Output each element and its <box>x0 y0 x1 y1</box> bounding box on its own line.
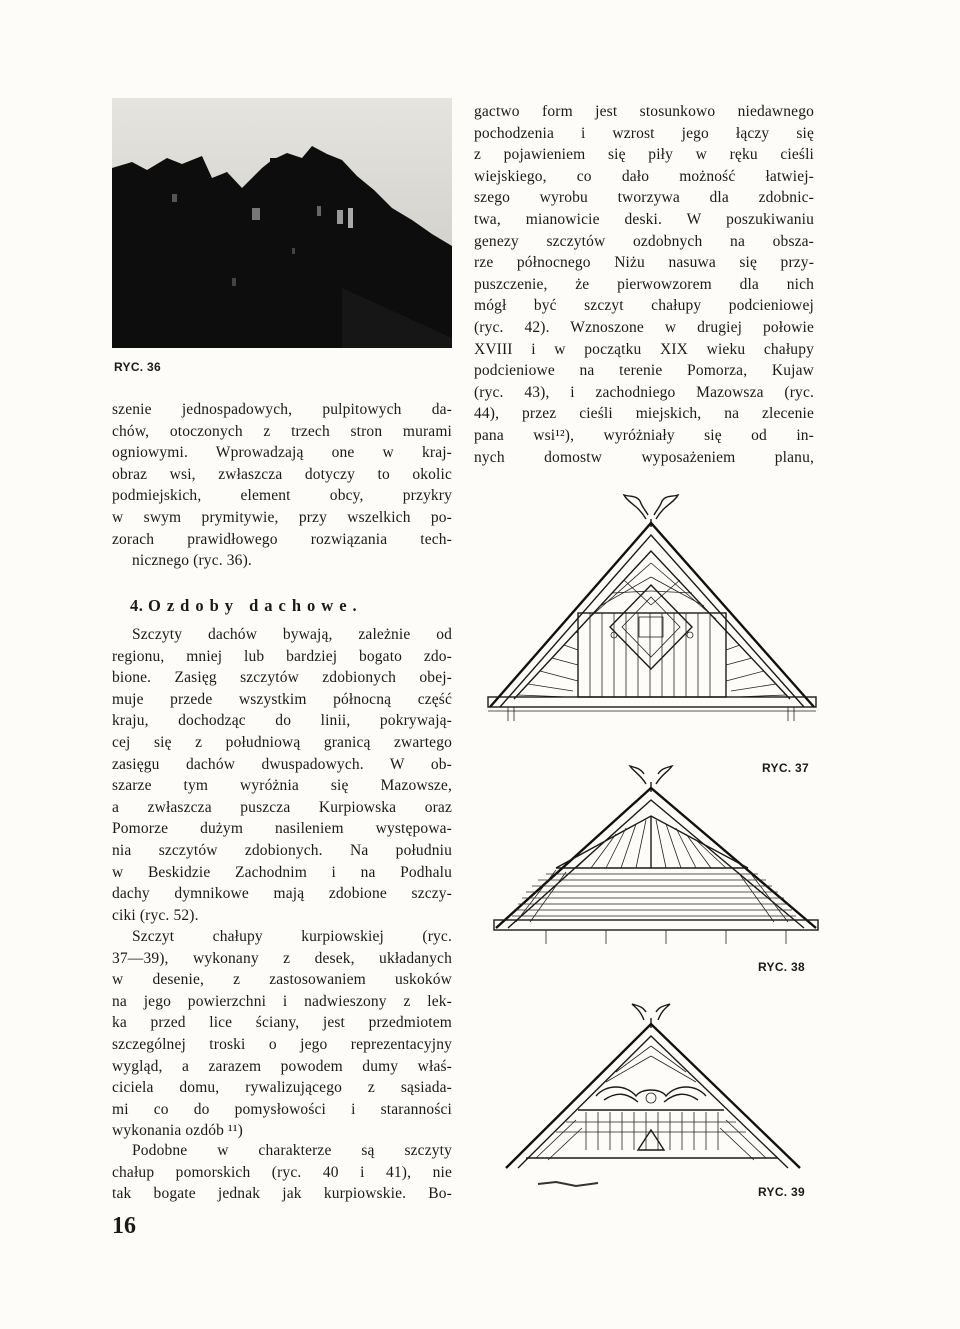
text-line: kraju, dochodząc do linii, pokrywają- <box>112 712 452 730</box>
text-line: (ryc. 43), i zachodniego Mazowsza (ryc. <box>474 383 814 401</box>
text-line: puszczenie, że pierwowzorem dla nich <box>474 275 814 293</box>
text-line: chałup pomorskich (ryc. 40 i 41), nie <box>112 1163 452 1181</box>
gable-drawing-37 <box>478 485 826 755</box>
caption-ryc37: RYC. 37 <box>762 761 810 775</box>
left-top-paragraph <box>112 399 452 572</box>
text-line: nicznego (ryc. 36). <box>132 552 252 570</box>
text-line: szczególnej troski o jego reprezentacyjny <box>112 1035 452 1053</box>
text-line: tak bogate jednak jak kurpiowskie. Bo- <box>112 1185 452 1203</box>
text-line: a zwłaszcza puszcza Kurpiowska oraz <box>112 798 452 816</box>
text-line: z pojawieniem się piły w ręku cieśli <box>474 146 814 164</box>
right-top-paragraph <box>474 101 814 468</box>
gable-drawing-38 <box>486 760 826 960</box>
section-number: 4. <box>130 596 144 615</box>
text-line: wykonania ozdób ¹¹) <box>112 1122 243 1140</box>
text-line: obraz wsi, zwłaszcza dotyczy to okolic <box>112 465 452 483</box>
text-line: nia szczytów zdobionych. Na południu <box>112 841 452 859</box>
caption-ryc38: RYC. 38 <box>758 960 806 974</box>
text-line: 44), przez cieśli miejskich, na zlecenie <box>474 405 814 423</box>
text-line: (ryc. 42). Wznoszone w drugiej połowie <box>474 318 814 336</box>
text-line: wygląd, a zarazem powodem dumy właś- <box>112 1057 452 1075</box>
text-line: w swym prymitywie, przy wszelkich po- <box>112 508 452 526</box>
text-line: genezy szczytów ozdobnych na obsza- <box>474 232 814 250</box>
text-line: nych domostw wyposażeniem planu, <box>474 448 814 466</box>
figure-ryc39-gable <box>486 1000 826 1190</box>
text-line: chów, otoczonych z trzech stron murami <box>112 422 452 440</box>
text-line: szego wyrobu tworzywa dla zdobnic- <box>474 189 814 207</box>
text-line: zasięgu dachów dwuspadowych. W ob- <box>112 755 452 773</box>
text-line: ogniowymi. Wprowadzają one w kraj- <box>112 444 452 462</box>
page-number: 16 <box>112 1213 136 1239</box>
figure-ryc38-gable <box>486 760 826 960</box>
gable-drawing-39 <box>486 1000 826 1190</box>
text-line: ciki (ryc. 52). <box>112 906 199 924</box>
text-line: Szczyt chałupy kurpiowskiej (ryc. <box>132 928 452 945</box>
text-line: rze północnego Niżu nasuwa się przy- <box>474 254 814 272</box>
section-paragraph-3 <box>112 1140 452 1205</box>
text-line: gactwo form jest stosunkowo niedawnego <box>474 103 814 120</box>
figure-ryc37-gable <box>478 485 826 755</box>
townscape-photo <box>112 98 452 348</box>
section-paragraph-2 <box>112 926 452 1142</box>
text-line: szarze tym wyróżnia się Mazowsze, <box>112 777 452 795</box>
text-line: Podobne w charakterze są szczyty <box>132 1142 452 1159</box>
text-line: dachy dymnikowe mają zdobione szczy- <box>112 885 452 903</box>
text-line: wiejskiego, co dało możność łatwiej- <box>474 167 814 185</box>
caption-ryc36: RYC. 36 <box>114 360 162 374</box>
text-line: podcieniowe na terenie Pomorza, Kujaw <box>474 362 814 380</box>
section-paragraph-1 <box>112 624 452 926</box>
caption-ryc39: RYC. 39 <box>758 1185 806 1199</box>
text-line: regionu, mniej lub bardziej bogato zdo- <box>112 647 452 665</box>
text-line: szenie jednospadowych, pulpitowych da- <box>112 401 452 418</box>
text-line: zorach prawidłowego rozwiązania tech- <box>112 530 452 548</box>
text-line: pochodzenia i wzrost jego łączy się <box>474 124 814 142</box>
text-line: 37—39), wykonany z desek, układanych <box>112 949 452 967</box>
text-line: Szczyty dachów bywają, zależnie od <box>132 626 452 643</box>
text-line: ciciela domu, rywalizującego z sąsiada- <box>112 1079 452 1097</box>
text-line: mi co do pomysłowości i staranności <box>112 1100 452 1118</box>
text-line: w Beskidzie Zachodnim i na Podhalu <box>112 863 452 881</box>
text-line: twa, mianowicie deski. W poszukiwaniu <box>474 210 814 228</box>
text-line: Pomorze dużym nasileniem występowa- <box>112 820 452 838</box>
text-line: ka przed lice ściany, jest przedmiotem <box>112 1014 452 1032</box>
section-title: Ozdoby dachowe. <box>148 596 363 615</box>
text-line: cej się z południową granicą zwartego <box>112 733 452 751</box>
text-line: muje przede wszystkim północną część <box>112 690 452 708</box>
text-line: pana wsi¹²), wyróżniały się od in- <box>474 426 814 444</box>
text-line: XVIII i w początku XIX wieku chałupy <box>474 340 814 358</box>
figure-ryc36-photo <box>112 98 452 348</box>
section-heading <box>130 596 363 616</box>
text-line: podmiejskich, element obcy, przykry <box>112 487 452 505</box>
text-line: w desenie, z zastosowaniem uskoków <box>112 971 452 989</box>
text-line: mógł być szczyt chałupy podcieniowej <box>474 297 814 315</box>
text-line: bione. Zasięg szczytów zdobionych obej- <box>112 669 452 687</box>
text-line: na jego powierzchni i nadwieszony z lek- <box>112 992 452 1010</box>
